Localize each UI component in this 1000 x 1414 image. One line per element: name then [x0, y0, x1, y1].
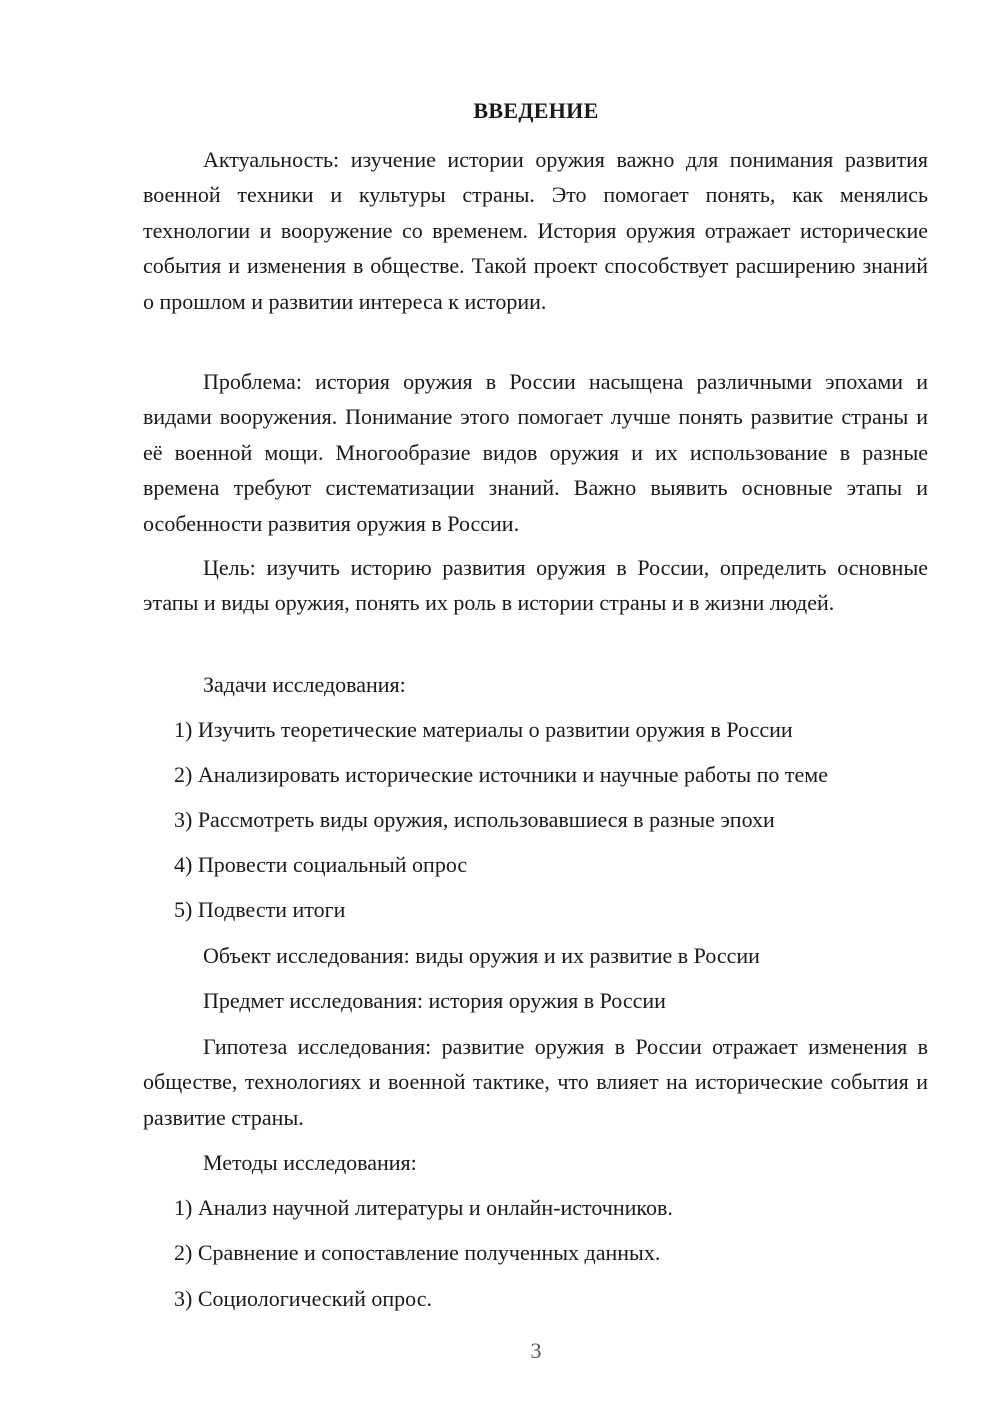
problem-paragraph-block: [143, 364, 928, 541]
tasks-heading-block: [143, 667, 928, 702]
goal-paragraph: Цель: изучить историю развития оружия в России, определить основные этапы и виды оружия, понять их роль в истории страны и в жизни людей.: [143, 555, 928, 616]
object-line: Объект исследования: виды оружия и их развитие в России: [203, 943, 760, 968]
methods-heading: Методы исследования:: [203, 1150, 417, 1175]
tasks-item-1-block: [143, 712, 928, 747]
subject-block: [143, 983, 928, 1018]
methods-item-2-block: [143, 1235, 928, 1270]
page-number: 3: [530, 1338, 542, 1363]
object-block: [143, 938, 928, 973]
subject-line: Предмет исследования: история оружия в России: [203, 988, 666, 1013]
methods-item-1-block: [143, 1190, 928, 1225]
page-title: ВВЕДЕНИЕ: [473, 98, 599, 123]
method-item: 2) Сравнение и сопоставление полученных данных.: [174, 1240, 661, 1265]
method-item: 3) Социологический опрос.: [174, 1286, 432, 1311]
tasks-heading: Задачи исследования:: [203, 672, 406, 697]
tasks-item-5-block: [143, 892, 928, 927]
goal-paragraph-block: [143, 550, 928, 621]
methods-heading-block: [143, 1145, 928, 1180]
relevance-paragraph: Актуальность: изучение истории оружия важно для понимания развития военной техники и культуры страны. Это помогает понять, как менялись технологии и вооружение со временем. История оружия отражает исторические события и изменения в обществе. Такой проект способствует расширению знаний о прошлом и развитии интереса к истории.: [143, 147, 928, 314]
problem-paragraph: Проблема: история оружия в России насыщена различными эпохами и видами вооружения. Понимание этого помогает лучше понять развитие страны и её военной мощи. Многообразие видов оружия и их использование в разные времена требуют систематизации знаний. Важно выявить основные этапы и особенности развития оружия в России.: [143, 369, 928, 536]
task-item: 1) Изучить теоретические материалы о развитии оружия в России: [174, 717, 793, 742]
hypothesis-paragraph: Гипотеза исследования: развитие оружия в России отражает изменения в обществе, технологиях и военной тактике, что влияет на исторические события и развитие страны.: [143, 1034, 928, 1130]
hypothesis-paragraph-block: [143, 1029, 928, 1135]
task-item: 4) Провести социальный опрос: [174, 852, 468, 877]
tasks-item-4-block: [143, 847, 928, 882]
tasks-item-2-block: [143, 757, 928, 792]
task-item: 5) Подвести итоги: [174, 897, 346, 922]
relevance-paragraph-block: [143, 142, 928, 319]
methods-item-3-block: [143, 1281, 928, 1316]
task-item: 2) Анализировать исторические источники и научные работы по теме: [174, 762, 828, 787]
tasks-item-3-block: [143, 802, 928, 837]
task-item: 3) Рассмотреть виды оружия, использовавшиеся в разные эпохи: [174, 807, 775, 832]
method-item: 1) Анализ научной литературы и онлайн-источников.: [174, 1195, 673, 1220]
